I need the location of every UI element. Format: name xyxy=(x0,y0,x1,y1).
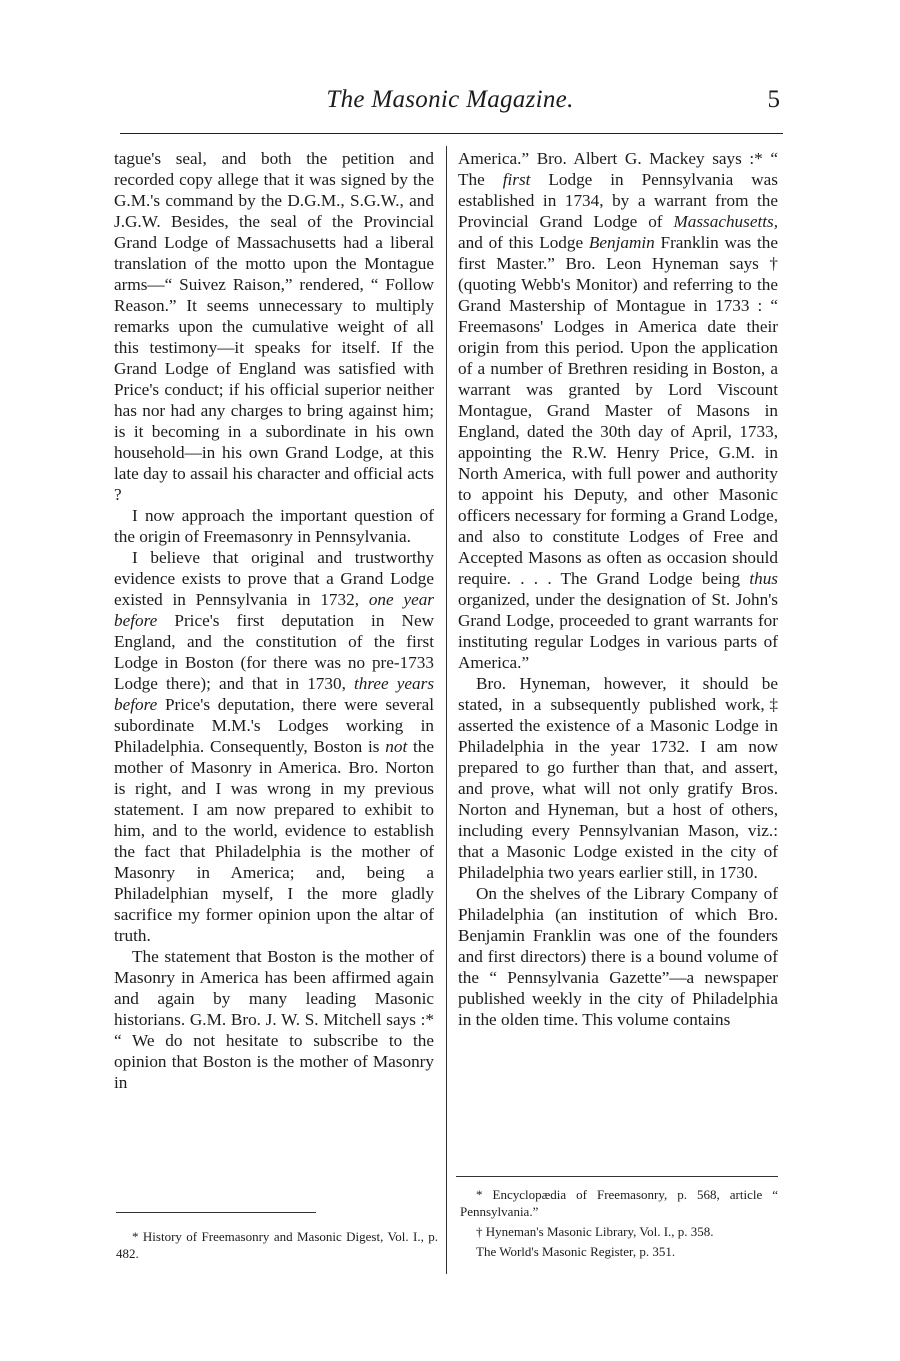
footnotes-left xyxy=(116,1228,438,1265)
running-title: The Masonic Magazine. xyxy=(326,86,574,113)
italic-run: one year before xyxy=(114,590,434,630)
text-run: organized, under the designation of St. John's Grand Lodge, proceeded to grant warrants for instituting regular Lodges in various parts of America.” xyxy=(458,590,778,672)
text-run: and of this Lodge xyxy=(458,233,589,252)
left-column xyxy=(114,148,434,1093)
left-paragraph-4: The statement that Boston is the mother of Masonry in America has been affirmed again and again by many leading Masonic historians. G.M. Bro. J. W. S. Mitchell says :* “ We do not hesitate to subscribe to the opinion that Boston is the mother of Masonry in xyxy=(114,947,434,1092)
right-paragraph-1 xyxy=(458,148,778,673)
right-paragraph-3: On the shelves of the Library Company of Philadelphia (an institution of which Bro. Benjamin Franklin was one of the founders and first directors) there is a bound volume of the “ Pennsylvania Gazette”—a newspaper published weekly in the city of Philadelphia in the olden time. This volume contains xyxy=(458,884,778,1029)
left-paragraph-2: I now approach the important question of the origin of Freemasonry in Pennsylvania. xyxy=(114,506,434,546)
footnotes-right xyxy=(460,1186,778,1263)
text-run: Franklin was the first Master.” Bro. Leon Hyneman says † (quoting Webb's Monitor) and referring to the Grand Mastership of Montague in 1733 : “ Freemasons' Lodges in America date their origin from this period. Upon the application of a number of Brethren residing in Boston, a warrant was granted by Lord Viscount Montague, Grand Master of Masons in England, dated the 30th day of April, 1733, appointing the R.W. Henry Price, G.M. in North America, with full power and authority to appoint his Deputy, and other Masonic officers necessary for forming a Grand Lodge, and also to constitute Lodges of Free and Accepted Masons as often as occasion should require. . . . The Grand Lodge being xyxy=(458,233,778,588)
column-divider xyxy=(446,146,447,1274)
footnote: * History of Freemasonry and Masonic Digest, Vol. I., p. 482. xyxy=(116,1229,438,1261)
header-rule xyxy=(120,133,783,134)
text-run: I believe that original and trustworthy evidence exists to prove that a Grand Lodge existed in Pennsylvania in 1732, xyxy=(114,548,434,609)
italic-run: Benjamin xyxy=(588,233,655,252)
text-run: America.” Bro. Albert G. Mackey says :* “ The xyxy=(458,149,778,189)
footnote-rule-left xyxy=(116,1212,316,1213)
italic-run: three years before xyxy=(114,674,435,714)
text-run: Lodge in Pennsylvania was established in 1734, by a warrant from the Provincial Grand Lodge of xyxy=(458,170,778,231)
italic-run: not xyxy=(385,737,408,756)
text-run: the mother of Masonry in America. Bro. Norton is right, and I was wrong in my previous statement. I am now prepared to exhibit to him, and to the world, evidence to establish the fact that Philadelphia is the mother of Masonry in America; and, being a Philadelphian myself, I the more gladly sacrifice my former opinion upon the altar of truth. xyxy=(114,737,435,945)
right-paragraph-2: Bro. Hyneman, however, it should be stated, in a subsequently published work,‡ asserted the existence of a Masonic Lodge in Philadelphia in the year 1732. I am now prepared to go further than that, and assert, and prove, what will not only gratify Bros. Norton and Hyneman, but a host of others, including every Pennsylvanian Mason, viz.: that a Masonic Lodge existed in the city of Philadelphia two years earlier still, in 1730. xyxy=(458,674,778,882)
left-paragraph-3 xyxy=(114,547,434,946)
left-paragraph-1: tague's seal, and both the petition and recorded copy allege that it was signed by the G.M.'s command by the D.G.M., S.G.W., and J.G.W. Besides, the seal of the Provincial Grand Lodge of Massachusetts had a liberal translation of the motto upon the Montague arms—“ Suivez Raison,” rendered, “ Follow Reason.” It seems unnecessary to multiply remarks upon the cumulative weight of all this testimony—it speaks for itself. If the Grand Lodge of England was satisfied with Price's conduct; if his official superior neither has nor had any charges to bring against him; is it becoming in a subordinate in his own household—in his own Grand Lodge, at this late day to assail his character and official acts ? xyxy=(114,149,434,504)
italic-run: thus xyxy=(749,569,778,588)
footnote: The World's Masonic Register, p. 351. xyxy=(476,1244,676,1259)
footnote: † Hyneman's Masonic Library, Vol. I., p. 358. xyxy=(476,1224,714,1239)
footnote-rule-right xyxy=(456,1176,778,1177)
right-column xyxy=(458,148,778,1030)
text-run: Price's deputation, there were several subordinate M.M.'s Lodges working in Philadelphia. Consequently, Boston is xyxy=(114,695,434,756)
italic-run: Massachusetts, xyxy=(673,212,778,231)
italic-run: first xyxy=(502,170,531,189)
text-run: Price's first deputation in New England, and the constitution of the first Lodge in Boston (for there was no pre-1733 Lodge there); and that in 1730, xyxy=(114,611,434,693)
footnote: * Encyclopædia of Freemasonry, p. 568, article “ Pennsylvania.” xyxy=(460,1187,778,1219)
page-number: 5 xyxy=(767,86,780,113)
running-head xyxy=(120,86,780,120)
